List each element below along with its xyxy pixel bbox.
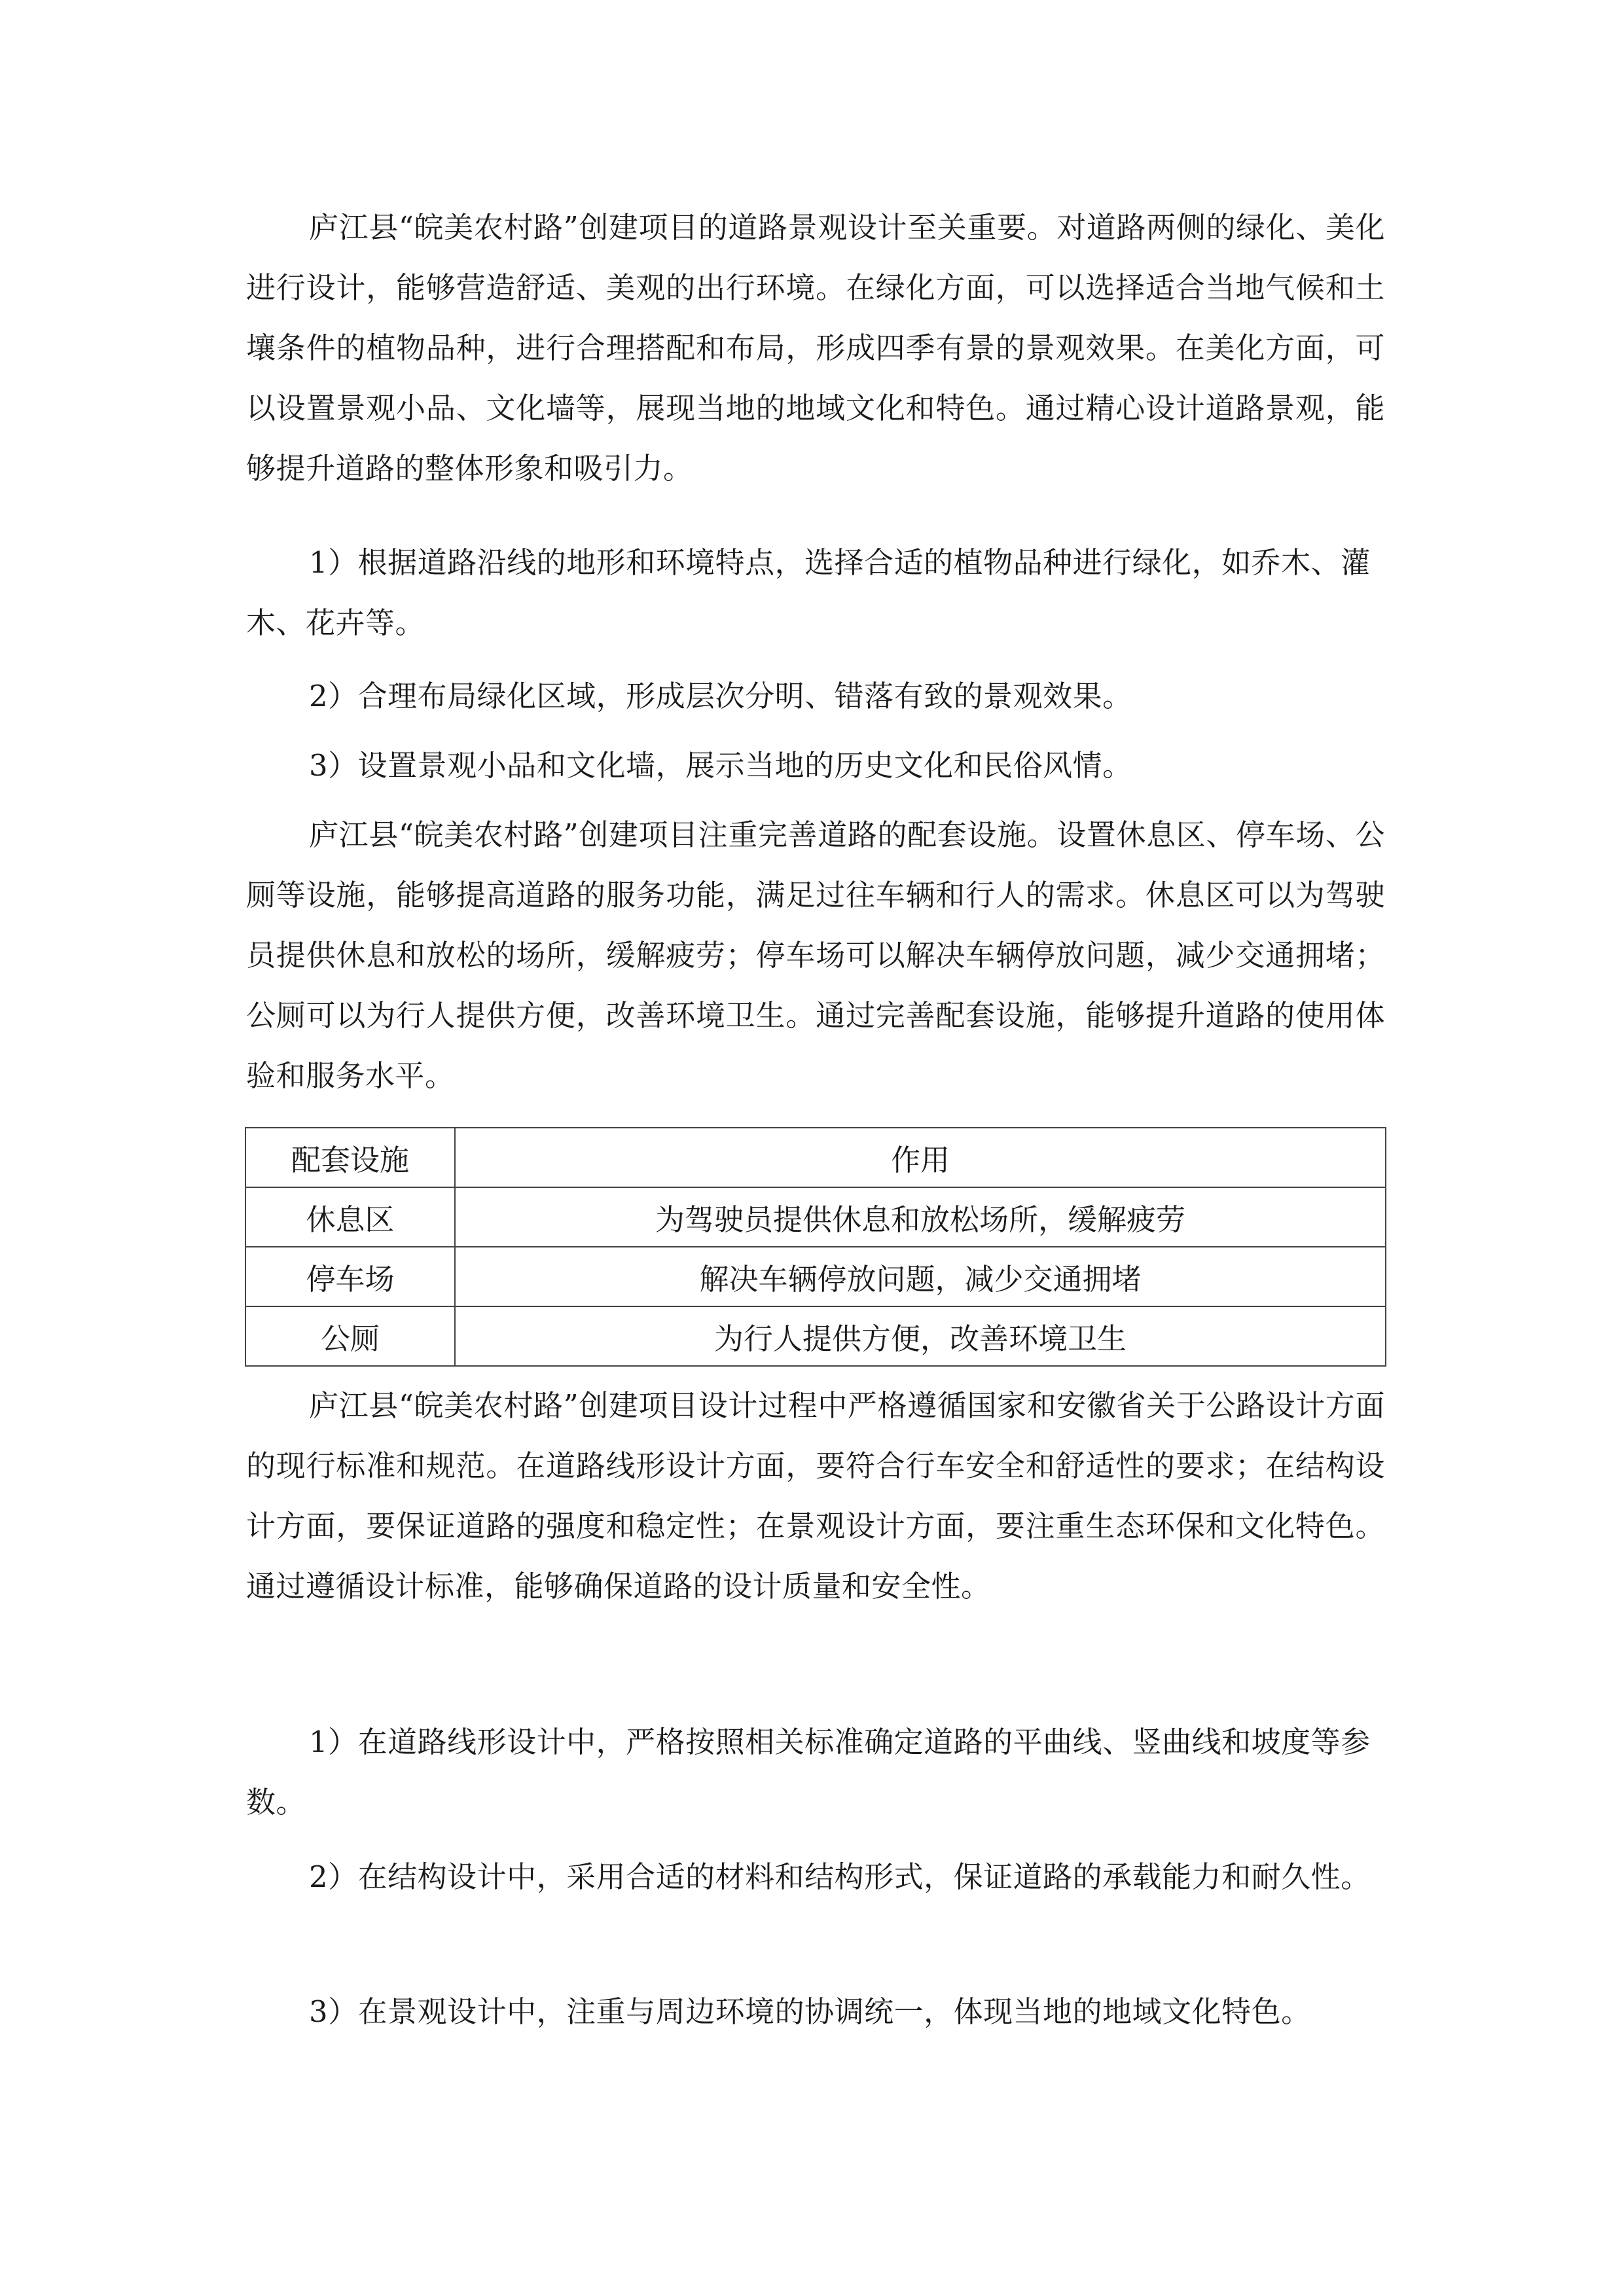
table-cell-function: 为驾驶员提供休息和放松场所，缓解疲劳 [455, 1187, 1386, 1247]
list-item-culture-wall: 3）设置景观小品和文化墙，展示当地的历史文化和民俗风情。 [309, 748, 1132, 783]
paragraph-design-standards: 庐江县“皖美农村路”创建项目设计过程中严格遵循国家和安徽省关于公路设计方面的现行标准和规范。在道路线形设计方面，要符合行车安全和舒适性的要求；在结构设计方面，要保证道路的强度和稳定性；在景观设计方面，要注重生态环保和文化特色。通过遵循设计标准，能够确保道路的设计质量和安全性。 [246, 1388, 1385, 1604]
paragraph-supporting-facilities: 庐江县“皖美农村路”创建项目注重完善道路的配套设施。设置休息区、停车场、公厕等设施，能够提高道路的服务功能，满足过往车辆和行人的需求。休息区可以为驾驶员提供休息和放松的场所，缓解疲劳；停车场可以解决车辆停放问题，减少交通拥堵；公厕可以为行人提供方便，改善环境卫生。通过完善配套设施，能够提升道路的使用体验和服务水平。 [246, 817, 1385, 1093]
table-row [245, 1187, 1386, 1247]
list-item-greening-layout: 2）合理布局绿化区域，形成层次分明、错落有致的景观效果。 [309, 679, 1132, 713]
table-row [245, 1306, 1386, 1366]
table-header-row [245, 1128, 1386, 1187]
table-cell-facility: 停车场 [245, 1247, 455, 1306]
table-row [245, 1247, 1386, 1306]
table-cell-facility: 休息区 [245, 1187, 455, 1247]
paragraph-landscape-design: 庐江县“皖美农村路”创建项目的道路景观设计至关重要。对道路两侧的绿化、美化进行设计，能够营造舒适、美观的出行环境。在绿化方面，可以选择适合当地气候和土壤条件的植物品种，进行合理搭配和布局，形成四季有景的景观效果。在美化方面，可以设置景观小品、文化墙等，展现当地的地域文化和特色。通过精心设计道路景观，能够提升道路的整体形象和吸引力。 [246, 210, 1385, 486]
list-item-structure-design: 2）在结构设计中，采用合适的材料和结构形式，保证道路的承载能力和耐久性。 [309, 1859, 1371, 1894]
facilities-table [245, 1127, 1386, 1367]
list-item-greening-plants: 1）根据道路沿线的地形和环境特点，选择合适的植物品种进行绿化，如乔木、灌木、花卉等。 [246, 545, 1371, 640]
list-item-landscape-harmony: 3）在景观设计中，注重与周边环境的协调统一，体现当地的地域文化特色。 [309, 1994, 1311, 2029]
table-cell-facility: 公厕 [245, 1306, 455, 1366]
list-item-alignment-design: 1）在道路线形设计中，严格按照相关标准确定道路的平曲线、竖曲线和坡度等参数。 [246, 1725, 1371, 1820]
table-header-cell: 配套设施 [245, 1128, 455, 1187]
table-header-cell: 作用 [455, 1128, 1386, 1187]
table-cell-function: 为行人提供方便，改善环境卫生 [455, 1306, 1386, 1366]
table-cell-function: 解决车辆停放问题，减少交通拥堵 [455, 1247, 1386, 1306]
